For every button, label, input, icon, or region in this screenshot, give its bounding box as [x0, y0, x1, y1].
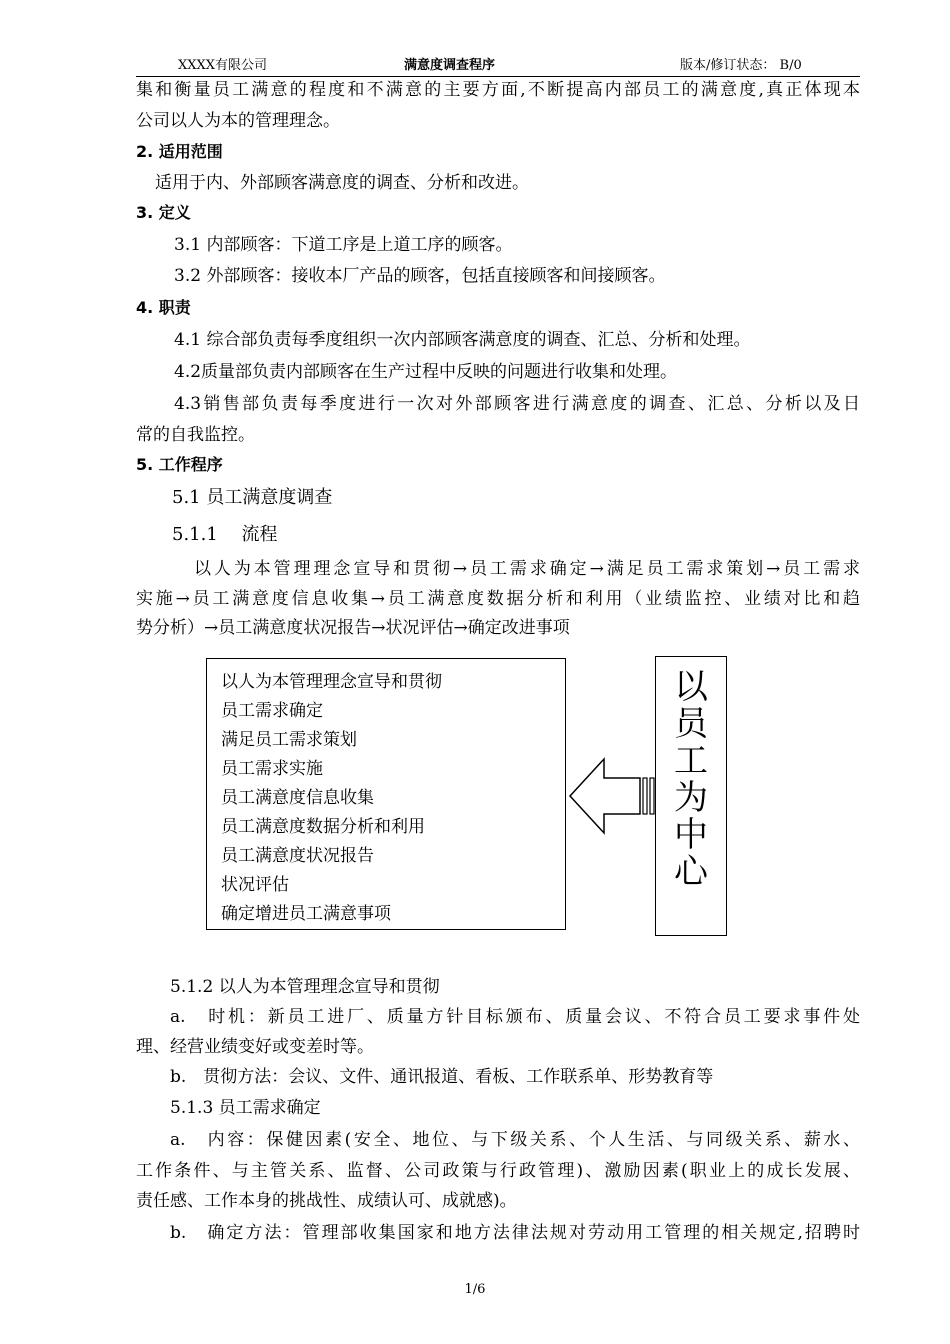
section-2-heading: 2. 适用范围	[136, 142, 223, 161]
header-version: 版本/修订状态： B/0	[680, 58, 802, 73]
section-5-1-2: 5.1.2 以人为本管理理念宣导和贯彻	[170, 977, 440, 997]
section-5-1-3-b-line-1: b. 确定方法：管理部收集国家和地方法律法规对劳动用工管理的相关规定,招聘时	[170, 1223, 860, 1243]
center-char: 心	[674, 852, 708, 892]
section-5-1-2-a-line-1: a. 时机：新员工进厂、质量方针目标颁布、质量会议、不符合员工要求事件处	[170, 1007, 860, 1027]
flow-list-box	[206, 658, 566, 930]
section-5-heading: 5. 工作程序	[136, 455, 223, 474]
center-char: 以	[674, 667, 708, 707]
flow-item: 员工需求确定	[221, 701, 323, 721]
center-char: 中	[674, 815, 708, 855]
header-doc-title: 满意度调查程序	[404, 58, 496, 73]
section-3-heading: 3. 定义	[136, 203, 191, 222]
section-3-2: 3.2 外部顾客：接收本厂产品的顾客，包括直接顾客和间接顾客。	[174, 266, 666, 286]
section-5-1-3-a-line-1: a. 内容：保健因素(安全、地位、与下级关系、个人生活、与同级关系、薪水、	[170, 1130, 860, 1150]
flow-text-line-3: 势分析）→员工满意度状况报告→状况评估→确定改进事项	[136, 618, 570, 638]
section-5-1-3-a-line-2: 工作条件、与主管关系、监督、公司政策与行政管理)、激励因素(职业上的成长发展、	[136, 1161, 860, 1181]
flow-item: 状况评估	[221, 875, 289, 895]
flow-text-line-2: 实施→员工满意度信息收集→员工满意度数据分析和利用（业绩监控、业绩对比和趋	[136, 589, 860, 609]
section-3-1: 3.1 内部顾客：下道工序是上道工序的顾客。	[174, 235, 513, 255]
left-arrow-icon	[566, 756, 658, 836]
header-company: XXXX有限公司	[178, 58, 268, 73]
flow-item: 以人为本管理理念宣导和贯彻	[221, 672, 442, 692]
section-5-1-2-a-line-2: 理、经营业绩变好或变差时等。	[136, 1037, 374, 1057]
section-4-1: 4.1 综合部负责每季度组织一次内部顾客满意度的调查、汇总、分析和处理。	[174, 330, 751, 350]
section-5-1-3: 5.1.3 员工需求确定	[170, 1098, 321, 1118]
section-2-text: 适用于内、外部顾客满意度的调查、分析和改进。	[155, 173, 529, 193]
intro-line-2: 公司以人为本的管理理念。	[136, 111, 340, 131]
section-5-1-1: 5.1.1 流程	[172, 524, 278, 545]
section-5-1-3-a-line-3: 责任感、工作本身的挑战性、成绩认可、成就感)。	[136, 1191, 517, 1211]
section-5-1: 5.1 员工满意度调查	[172, 487, 333, 508]
section-4-2: 4.2质量部负责内部顾客在生产过程中反映的问题进行收集和处理。	[174, 362, 678, 382]
section-5-1-2-b: b. 贯彻方法：会议、文件、通讯报道、看板、工作联系单、形势教育等	[170, 1067, 714, 1087]
section-4-3-line-2: 常的自我监控。	[136, 425, 255, 445]
flow-item: 员工满意度信息收集	[221, 788, 374, 808]
center-char: 工	[674, 741, 708, 781]
page-number: 1/6	[464, 1282, 486, 1297]
flow-item: 确定增进员工满意事项	[221, 904, 391, 924]
flow-item: 员工满意度状况报告	[221, 846, 374, 866]
flow-text-line-1: 以人为本管理理念宣导和贯彻→员工需求确定→满足员工需求策划→员工需求	[194, 559, 860, 579]
header-rule	[136, 76, 860, 77]
employee-center-box	[655, 656, 727, 936]
intro-line-1: 集和衡量员工满意的程度和不满意的主要方面,不断提高内部员工的满意度,真正体现本	[136, 80, 860, 100]
flow-item: 员工满意度数据分析和利用	[221, 817, 425, 837]
section-4-3-line-1: 4.3销售部负责每季度进行一次对外部顾客进行满意度的调查、汇总、分析以及日	[174, 394, 860, 414]
center-char: 员	[674, 704, 708, 744]
flow-item: 员工需求实施	[221, 759, 323, 779]
flow-item: 满足员工需求策划	[221, 730, 357, 750]
center-char: 为	[674, 778, 708, 818]
section-4-heading: 4. 职责	[136, 298, 191, 317]
